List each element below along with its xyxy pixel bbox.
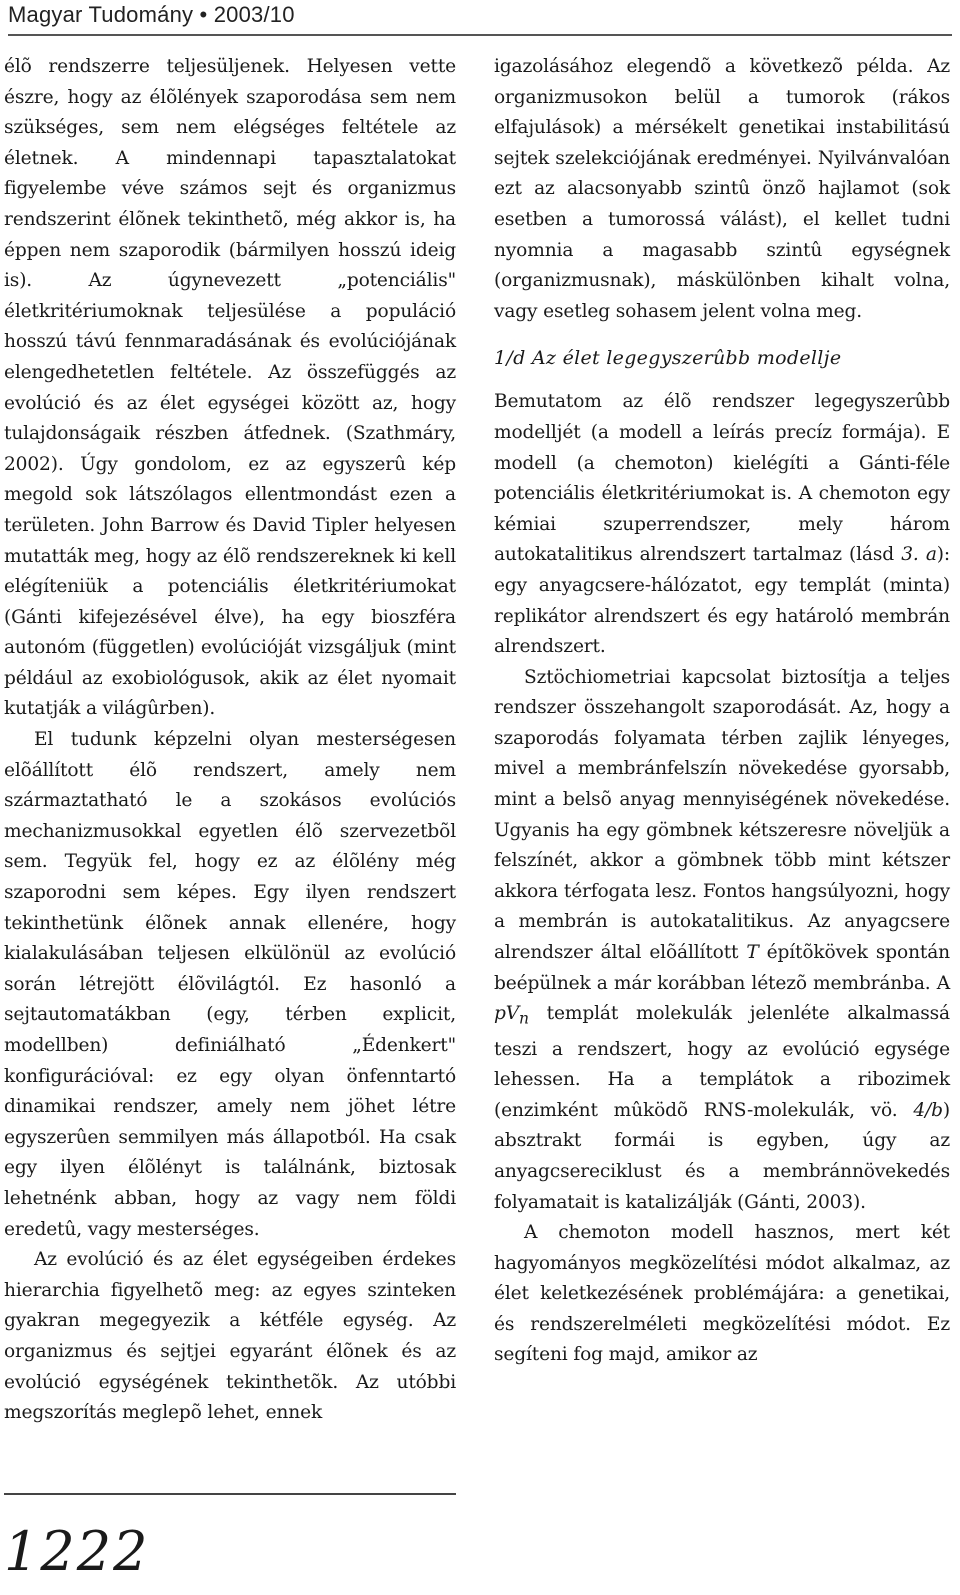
text-run: Sztöchiometriai kapcsolat biztosítja a teljes rendszer összehangolt szaporodását. Az, hogy a szaporodás folyamata térben zajlik lényeges, mivel a membránfelszín növekedése gyorsabb, mint a belsõ anyag mennyiségének növekedése. Ugyanis ha egy gömbnek kétszeresre növeljük a felszínét, akkor a gömbnek több mint kétszer akkora térfogata lesz. Fontos hangsúlyozni, hogy a membrán is autokatalitikus. Az anyagcsere alrendszer által elõállított [494,666,950,964]
symbol-subscript-n: n [519,1009,529,1028]
paragraph: élõ rendszerre teljesüljenek. Helyesen vette észre, hogy az élõlények szaporodása sem nem szükséges, sem nem elégséges feltétele az életnek. A mindennapi tapasztalatokat figyelembe véve számos sejt és organizmus rendszerint élõnek tekinthetõ, még akkor is, ha éppen nem szaporodik (bármilyen hosszú ideig is). Az úgynevezett „potenciális" életkritériumoknak teljesülése a populáció hosszú távú fennmaradásának és evolúciójának elengedhetetlen feltétele. Az összefüggés az evolúció és az élet egységei között az, hogy tulajdonságaik részben átfednek. (Szathmáry, 2002). Úgy gondolom, ez az egyszerû kép megold sok látszólagos ellentmondást ezen a területen. John Barrow és David Tipler helyesen mutatták meg, hogy az élõ rendszereknek ki kell elégíteniük a potenciális életkritériumokat (Gánti kifejezésével élve), ha egy bioszféra autonóm (független) evolúcióját vizsgáljuk (mint például az exobiológusok, akik az élet nyomait kutatják a világûrben). [4,56,456,720]
paragraph: igazolásához elegendõ a következõ példa. Az organizmusokon belül a tumorok (rákos elfajulások) a mérsékelt genetikai instabilitású sejtek szelekciójának eredményei. Nyilvánvalóan ezt az alacsonyabb szintû önzõ hajlamot (sok esetben a tumorossá válást), el kellet tudni nyomnia a magasabb szintû egységnek (organizmusnak), máskülönben kihalt volna, vagy esetleg sohasem jelent volna meg. [494,56,950,322]
header-rule [8,34,952,36]
paragraph: A chemoton modell hasznos, mert két hagyományos megközelítési módot alkalmaz, az élet keletkezésének problémájára: a genetikai, és rendszerelméleti megközelítési módot. Ez segíteni fog majd, amikor az [494,1222,950,1366]
paragraph: El tudunk képzelni olyan mesterségesen elõállított élõ rendszert, amely nem származtatható le a szokásos evolúciós mechanizmusokkal egyetlen élõ szervezetbõl sem. Tegyük fel, hogy ez az élõlény még szaporodni sem képes. Egy ilyen rendszert tekinthetünk élõnek annak ellenére, hogy kialakulásában teljesen elkülönül az evolúció során létrejött élõvilágtól. Ez hasonló a sejtautomatákban (egy, térben explicit, modellben) definiálható „Édenkert" konfigurációval: ez egy olyan önfenntartó dinamikai rendszer, amely nem jöhet létre egyszerûen semmilyen más állapotból. Ha csak egy ilyen élõlényt is találnánk, biztosak lehetnénk abban, hogy az vagy nem földi eredetû, vagy mesterséges. [4,729,456,1240]
text-run: ) absztrakt formái is egyben, úgy az anyagcsereciklust és a membránnövekedés folyamatait is katalizálják (Gánti, 2003). [494,1099,950,1213]
running-header [4,0,956,36]
section-heading: 1/d Az élet legegyszerûbb modellje [494,347,842,370]
symbol-pV: pV [494,1003,520,1025]
paragraph: Az evolúció és az élet egységeiben érdekes hierarchia figyelhetõ meg: az egyes szinteken gyakran megegyezik a kétféle egység. Az organizmus és sejtjei egyaránt élõnek és az evolúció egységének tekinthetõk. Az utóbbi megszorítás meglepõ lehet, ennek [4,1249,456,1424]
text-run: templát molekulák jelenléte alkalmassá teszi a rendszert, hogy az evolúció egysége lehessen. Ha a templátok a ribozimek (enzimként mûködõ RNS-molekulák, vö. [494,1003,950,1121]
left-column [4,52,456,1429]
footer-rule [4,1493,456,1495]
text-run: ): egy anyagcsere-hálózatot, egy templát (minta) replikátor alrendszert és egy határoló membrán alrendszert. [494,544,950,658]
section-reference: 4/b [913,1099,943,1121]
figure-reference: 3. a [901,544,937,566]
page-number: 1222 [4,1520,150,1583]
text-run: építõkövek spontán beépülnek a már korábban létezõ membránba. A [494,942,951,994]
text-run: Bemutatom az élõ rendszer legegyszerûbb modelljét (a modell a leírás precíz formája). E modell (a chemoton) kielégíti a Gánti-féle potenciális életkritériumokat is. A chemoton egy kémiai szuperrendszer, mely három autokatalitikus alrendszert tartalmaz (lásd [494,391,950,566]
right-column [494,52,950,1371]
symbol-T: T [746,942,759,964]
journal-title: Magyar Tudomány • 2003/10 [8,2,295,27]
paragraph [494,387,950,662]
paragraph [494,663,950,1218]
